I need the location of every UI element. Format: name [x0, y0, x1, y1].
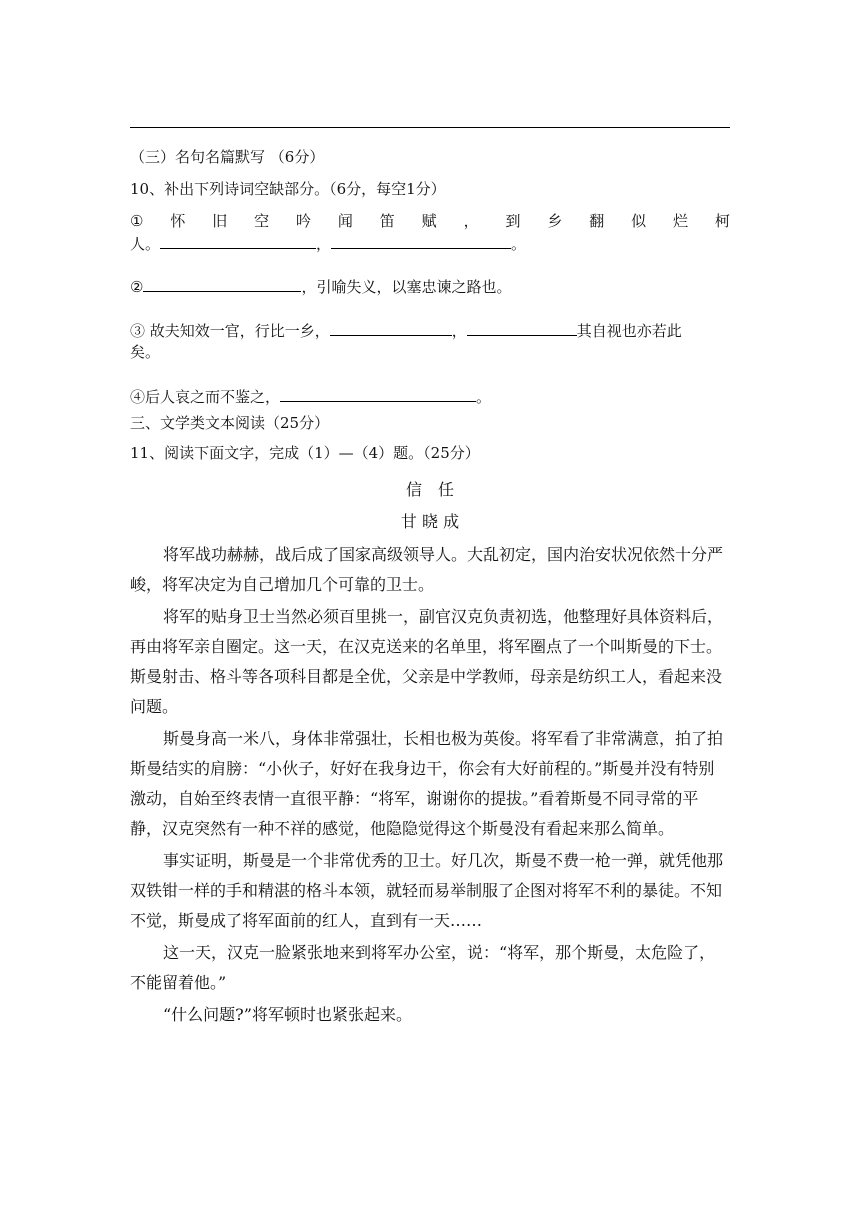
char: ，	[463, 212, 479, 230]
q10-item-1-line-2	[130, 233, 730, 254]
story-paragraph: 将军战功赫赫，战后成了国家高级领导人。大乱初定，国内治安状况依然十分严峻，将军决定为自己增加几个可靠的卫士。	[130, 545, 724, 594]
story-author: 甘 晓 成	[400, 512, 460, 531]
char: 烂	[673, 212, 689, 230]
char: ①	[130, 212, 144, 230]
story-paragraph: 这一天，汉克一脸紧张地来到将军办公室，说：“将军，那个斯曼，太危险了，不能留着他。”	[130, 943, 716, 992]
story-title: 信 任	[405, 480, 454, 499]
char: 怀	[170, 212, 186, 230]
char: 乡	[547, 212, 563, 230]
story-paragraph: 事实证明，斯曼是一个非常优秀的卫士。好几次，斯曼不费一枪一弹，就凭他那双铁钳一样的手和精湛的格斗本领，就轻而易举制服了企图对将军不利的暴徒。不知不觉，斯曼成了将军面前的红人，直到有一天……	[130, 851, 724, 930]
story-paragraph: “什么问题?”将军顿时也紧张起来。	[163, 1005, 412, 1024]
char: 旧	[212, 212, 228, 230]
q10-item-4	[130, 386, 730, 407]
text: 。	[476, 388, 492, 406]
q10-item-3-line-2: 矣。	[130, 343, 161, 361]
text: ，	[316, 235, 332, 253]
header-rule	[130, 127, 730, 128]
story-paragraph: 斯曼身高一米八，身体非常强壮，长相也极为英俊。将军看了非常满意，拍了拍斯曼结实的肩膀：“小伙子，好好在我身边干，你会有大好前程的。”斯曼并没有特别激动，自始至终表情一直很平静：“将军，谢谢你的提拔。”看着斯曼不同寻常的平静，汉克突然有一种不祥的感觉，他隐隐觉得这个斯曼没有看起来那么简单。	[130, 729, 724, 838]
q10-item-3-line-1	[130, 320, 730, 341]
question-10-prompt: 10、补出下列诗词空缺部分。（6分，每空1分）	[130, 180, 446, 198]
answer-blank[interactable]	[331, 233, 511, 249]
answer-blank[interactable]	[143, 276, 301, 292]
char: 到	[505, 212, 521, 230]
story-body	[130, 540, 730, 1032]
answer-blank[interactable]	[160, 233, 316, 249]
section-3-heading: 三、文学类文本阅读（25分）	[130, 414, 330, 432]
answer-blank[interactable]	[467, 320, 577, 336]
text: ④后人哀之而不鉴之，	[130, 388, 281, 406]
char: 赋	[421, 212, 437, 230]
text: 其自视也亦若此	[576, 322, 682, 340]
char: 似	[631, 212, 647, 230]
text: 。	[511, 235, 527, 253]
text: ，引喻失义，以塞忠谏之路也。	[301, 278, 512, 296]
question-11-prompt: 11、阅读下面文字，完成（1）—（4）题。（25分）	[130, 444, 480, 462]
q10-item-1-line-1	[130, 211, 730, 231]
section-heading: （三）名句名篇默写 （6分）	[130, 148, 325, 166]
char: 笛	[379, 212, 395, 230]
answer-blank[interactable]	[330, 320, 452, 336]
char: 空	[254, 212, 270, 230]
text: ②	[130, 278, 144, 296]
q10-item-2	[130, 276, 730, 297]
char: 翻	[589, 212, 605, 230]
answer-blank[interactable]	[280, 386, 476, 402]
text: ③ 故夫知效一官，行比一乡，	[130, 322, 330, 340]
story-paragraph: 将军的贴身卫士当然必须百里挑一，副官汉克负责初选，他整理好具体资料后，再由将军亲自圈定。这一天，在汉克送来的名单里，将军圈点了一个叫斯曼的下士。斯曼射击、格斗等各项科目都是全优，父亲是中学教师，母亲是纺织工人，看起来没问题。	[130, 607, 724, 716]
text: ，	[451, 322, 467, 340]
char: 闻	[337, 212, 353, 230]
char: 柯	[714, 212, 730, 230]
text: 人。	[130, 235, 161, 253]
char: 吟	[296, 212, 312, 230]
